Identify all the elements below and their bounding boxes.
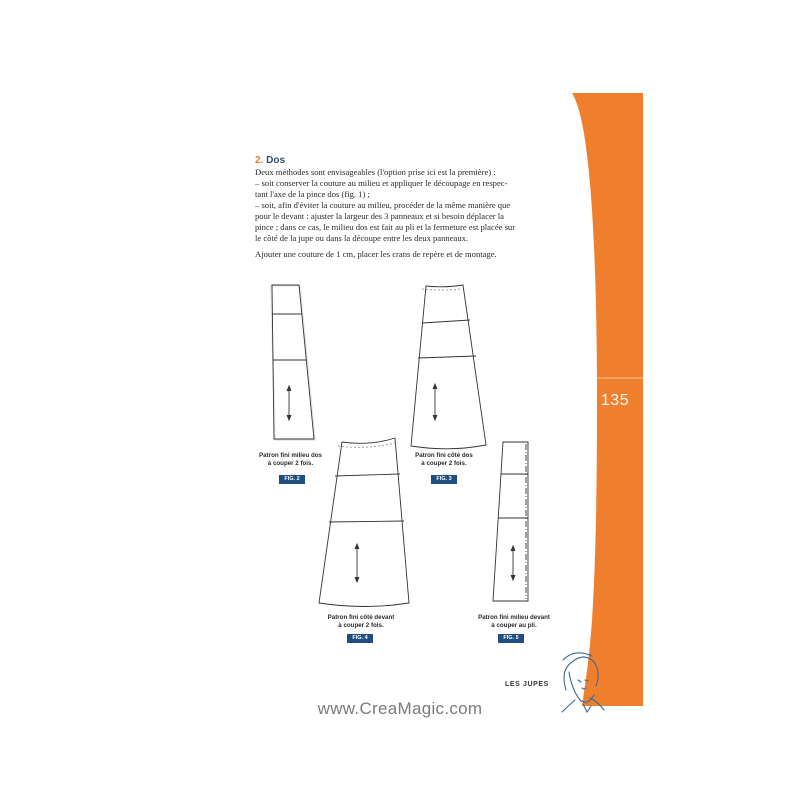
fig5-badge: FIG. 5 — [498, 634, 524, 643]
caption-line: à couper 2 fois. — [338, 622, 384, 629]
fig4-caption — [316, 614, 406, 630]
caption-line: Patron fini milieu devant — [478, 614, 550, 621]
fig3-pattern — [411, 285, 486, 449]
watermark: www.CreaMagic.com — [317, 699, 483, 718]
fig3-caption — [399, 452, 489, 468]
section-label: LES JUPES — [505, 681, 549, 688]
text-line: – soit, afin d'éviter la couture au milieu, procéder de la même manière que — [255, 200, 511, 210]
fig3-badge: FIG. 3 — [431, 475, 457, 484]
caption-line: à couper 2 fois. — [267, 460, 314, 467]
text-line: pince ; dans ce cas, le milieu dos est fait au pli et la fermeture est placée sur — [255, 222, 516, 232]
caption-line: à couper au pli. — [491, 622, 537, 629]
caption-line: Patron fini côté devant — [327, 614, 395, 621]
text-line: – soit conserver la couture au milieu et appliquer le découpage en respec- — [255, 178, 508, 188]
text-line: tant l'axe de la pince dos (fig. 1) ; — [255, 189, 370, 199]
woman-sketch-icon — [562, 653, 604, 712]
text-line: pour le devant : ajuster la largeur des 3 panneaux et si besoin déplacer la — [255, 211, 504, 221]
text-line: le côté de la jupe ou dans la découpe entre les deux panneaux. — [255, 233, 469, 243]
fig4-badge: FIG. 4 — [347, 634, 373, 643]
caption-line: Patron fini milieu dos — [259, 452, 322, 459]
section-number: 2. — [255, 155, 264, 166]
section-title: Dos — [266, 155, 286, 166]
caption-line: Patron fini côté dos — [415, 452, 473, 459]
fig2-badge: FIG. 2 — [279, 475, 305, 484]
fig2-pattern — [271, 285, 315, 440]
fig5-caption — [466, 614, 562, 630]
fig5-pattern — [493, 442, 528, 601]
page-number: 135 — [600, 392, 630, 409]
fig2-caption — [248, 452, 333, 468]
text-line: Ajouter une couture de 1 cm, placer les crans de repère et de montage. — [255, 249, 497, 259]
text-line: Deux méthodes sont envisageables (l'option prise ici est la première) : — [255, 167, 496, 177]
caption-line: à couper 2 fois. — [421, 460, 467, 467]
